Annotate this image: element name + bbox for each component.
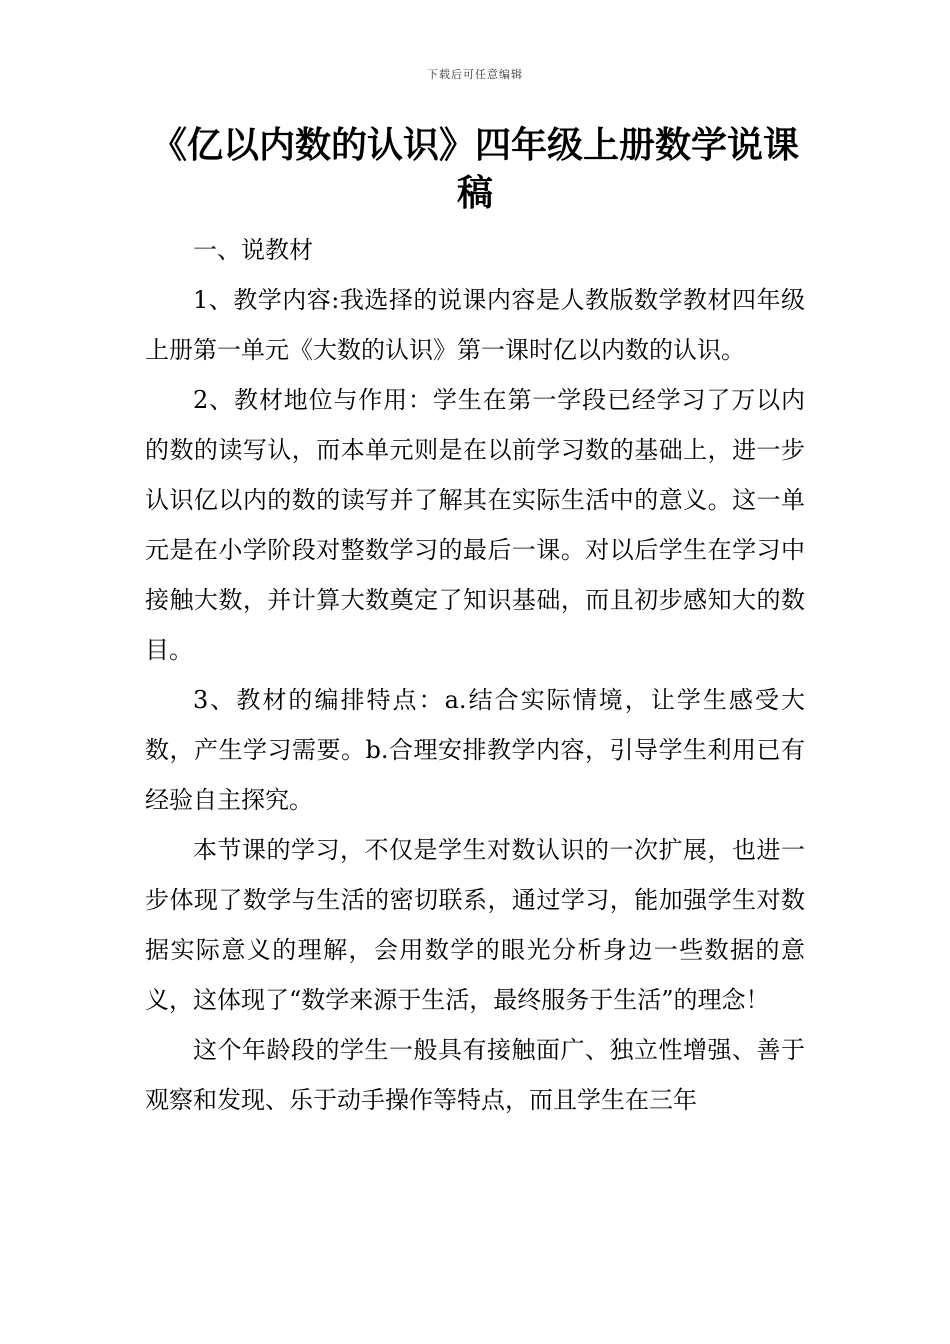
section-heading: 一、说教材 [193,236,313,264]
paragraph-lesson-significance: 本节课的学习，不仅是学生对数认识的一次扩展，也进一步体现了数学与生活的密切联系，通过学习，能加强学生对数据实际意义的理解，会用数学的眼光分析身边一些数据的意义，这体现了“数学来源于生活，最终服务于生活”的理念！ [145,836,805,1014]
document-body [145,225,805,1125]
paragraph-student-analysis: 这个年龄段的学生一般具有接触面广、独立性增强、善于观察和发现、乐于动手操作等特点，而且学生在三年 [145,1036,805,1114]
document-title: 《亿以内数的认识》四年级上册数学说课稿 [150,125,799,214]
paragraph-textbook-role: 2、教材地位与作用：学生在第一学段已经学习了万以内的数的读写认，而本单元则是在以前学习数的基础上，进一步认识亿以内的数的读写并了解其在实际生活中的意义。这一单元是在小学阶段对整数学习的最后一课。对以后学生在学习中接触大数，并计算大数奠定了知识基础，而且初步感知大的数目。 [145,386,805,664]
paragraph-textbook-features: 3、教材的编排特点：a.结合实际情境，让学生感受大数，产生学习需要。b.合理安排教学内容，引导学生利用已有经验自主探究。 [145,686,805,814]
page-header-note: 下载后可任意编辑 [427,68,523,81]
paragraph-teaching-content: 1、教学内容:我选择的说课内容是人教版数学教材四年级上册第一单元《大数的认识》第一课时亿以内数的认识。 [145,286,805,364]
